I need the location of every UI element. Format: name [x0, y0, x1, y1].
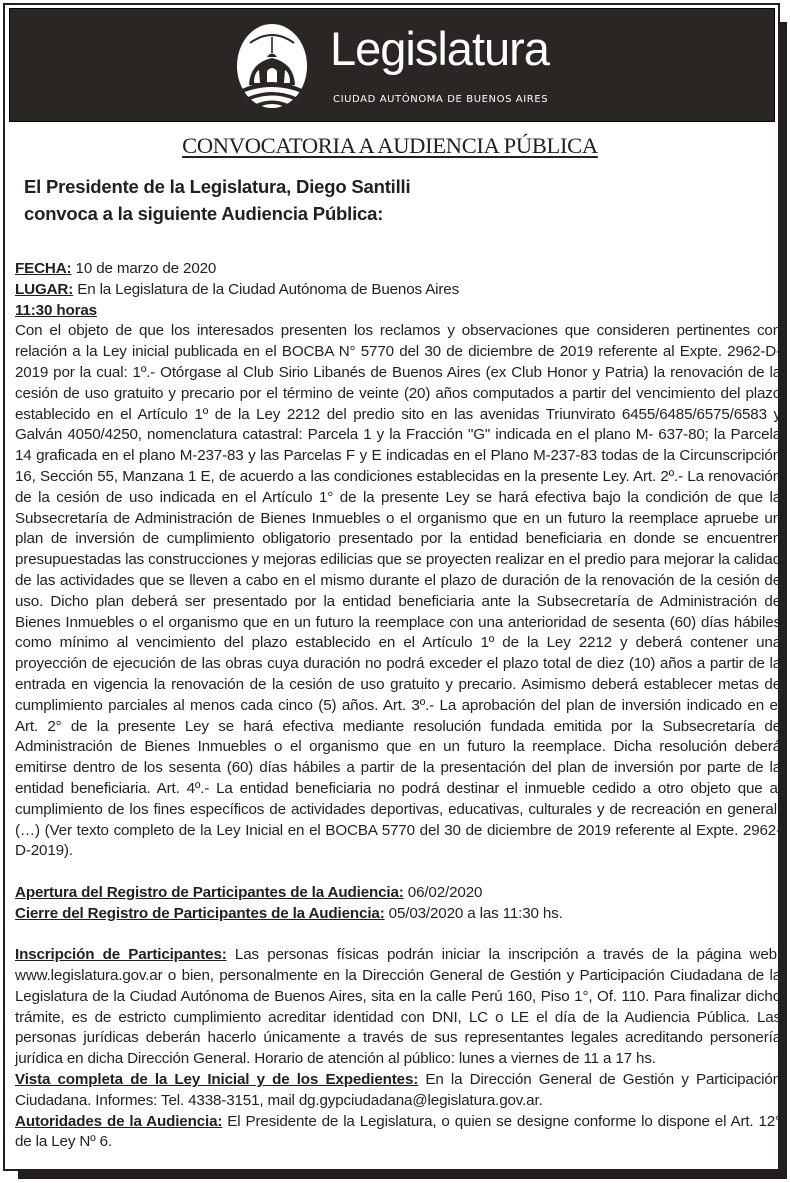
- intro-line-2: convoca a la siguiente Audiencia Pública:: [24, 203, 384, 224]
- cierre-row: [15, 904, 781, 925]
- inscripcion-value: Las personas físicas podrán iniciar la inscripción a través de la página web: www.legislatura.gov.ar o bien, personalmente en la Dirección General de Gestión y Participación Ciudadana de la Legislatura de la Ciudad Autónoma de Buenos Aires, sita en la calle Perú 160, Piso 1°, Of. 110. Para finalizar dicho trámite, es de estricto cumplimiento acreditar identidad con DNI, LC o LE el día de la Audiencia Pública. Las personas jurídicas deberán hacerlo únicamente a través de sus representantes legales acreditando personería jurídica en dicha Dirección General. Horario de atención al público: lunes a viernes de 11 a 17 hs.: [15, 946, 781, 1068]
- spacer: [15, 862, 781, 883]
- vista-paragraph: [15, 1070, 781, 1112]
- fecha-row: [15, 259, 781, 280]
- inscripcion-paragraph: [15, 945, 781, 1070]
- hora-label: 11:30 horas: [15, 301, 97, 319]
- document-body: [15, 259, 781, 1153]
- cierre-value: 05/03/2020 a las 11:30 hs.: [384, 904, 563, 922]
- lugar-value: En la Legislatura de la Ciudad Autónoma de Buenos Aires: [73, 280, 460, 298]
- lugar-row: [15, 280, 781, 301]
- brand-subtitle: CIUDAD AUTÓNOMA DE BUENOS AIRES: [333, 94, 549, 105]
- apertura-value: 06/02/2020: [403, 883, 483, 901]
- fecha-label: FECHA:: [15, 260, 72, 277]
- intro: [24, 173, 410, 227]
- inscripcion-label: Inscripción de Participantes:: [15, 946, 227, 964]
- legislatura-logo: [236, 21, 566, 113]
- vista-label: Vista completa de la Ley Inicial y de los Expedientes:: [15, 1071, 419, 1089]
- autoridades-label: Autoridades de la Audiencia:: [15, 1112, 223, 1130]
- brand-name: Legislatura: [330, 22, 549, 75]
- lugar-label: LUGAR:: [15, 280, 74, 298]
- objeto-paragraph: Con el objeto de que los interesados presenten los reclamos y observaciones que consideren pertinentes con relación a la Ley inicial publicada en el BOCBA N° 5770 del 30 de diciembre de 2019 referente al Expte. 2962-D-2019 por la cual: 1º.- Otórgase al Club Sirio Libanés de Buenos Aires (ex Club Honor y Patria) la renovación de la cesión de uso gratuito y precario por el término de veinte (20) años computados a partir del vencimiento del plazo establecido en el Artículo 1º de la Ley 2212 del predio sito en las avenidas Triunvirato 6455/6485/6575/6583 y Galván 4050/4250, nomenclatura catastral: Parcela 1 y la Fracción "G" indicada en el plano M- 637-80; la Parcela 14 graficada en el plano M-237-83 y las Parcelas F y E indicadas en el Plano M-237-83 todas de la Circunscripción 16, Sección 55, Manzana 1 E, de acuerdo a las condiciones establecidas en la presente Ley. Art. 2º.- La renovación de la cesión de uso indicada en el Artículo 1° de la presente Ley se hará efectiva bajo la condición de que la Subsecretaría de Administración de Bienes Inmuebles o el organismo que en un futuro la reemplace apruebe un plan de inversión de cumplimiento obligatorio presentado por la entidad beneficiaria en donde se encuentren presupuestadas las construcciones y mejoras edilicias que se proyecten realizar en el predio para mejorar la calidad de las actividades que se lleven a cabo en el mismo durante el plazo de duración de la renovación de la cesión de uso. Dicho plan deberá ser presentado por la entidad beneficiaria ante la Subsecretaría de Administración de Bienes Inmuebles o el organismo que en un futuro la reemplace con una anterioridad de sesenta (60) días hábiles como mínimo al vencimiento del plazo establecido en el Artículo 1º de la Ley 2212 y deberá contener una proyección de ejecución de las obras cuya duración no podrá exceder el plazo total de diez (10) años a partir de la entrada en vigencia la renovación de la cesión de uso gratuito y precario. Asimismo deberá establecer metas de cumplimiento parciales al menos cada cinco (5) años. Art. 3º.- La aprobación del plan de inversión indicado en el Art. 2° de la presente Ley se hará efectiva mediante resolución fundada emitida por la Subsecretaría de Administración de Bienes Inmuebles o el organismo que en un futuro la reemplace. Dicha resolución deberá emitirse dentro de los sesenta (60) días hábiles a partir de la presentación del plan de inversión por parte de la entidad beneficiaria. Art. 4º.- La entidad beneficiaria no podrá destinar el inmueble cedido a otro objeto que al cumplimiento de los fines específicos de actividades deportivas, educativas, culturales y de recreación en general. (…) (Ver texto completo de la Ley Inicial en el BOCBA 5770 del 30 de diciembre de 2019 referente al Expte. 2962-D-2019).: [15, 322, 781, 860]
- apertura-row: [15, 883, 781, 904]
- notice-frame: [3, 3, 780, 1171]
- vista-value: En la Dirección General de Gestión y Participación Ciudadana. Informes: Tel. 4338-3151, mail dg.gypciudadana@legislatura.gov.ar.: [15, 1071, 781, 1109]
- apertura-label: Apertura del Registro de Participantes de la Audiencia:: [15, 883, 404, 901]
- document-title: CONVOCATORIA A AUDIENCIA PÚBLICA: [182, 133, 598, 158]
- dome-building-icon: [236, 23, 308, 109]
- intro-line-1: El Presidente de la Legislatura, Diego Santilli: [24, 176, 411, 197]
- hora-row: [15, 301, 781, 322]
- spacer: [15, 925, 781, 946]
- fecha-value: 10 de marzo de 2020: [71, 260, 217, 277]
- header-band: [9, 8, 775, 122]
- autoridades-paragraph: [15, 1112, 781, 1154]
- autoridades-value: El Presidente de la Legislatura, o quien se designe conforme lo dispone el Art. 12° de la Ley Nº 6.: [15, 1112, 781, 1151]
- cierre-label: Cierre del Registro de Participantes de la Audiencia:: [15, 904, 385, 922]
